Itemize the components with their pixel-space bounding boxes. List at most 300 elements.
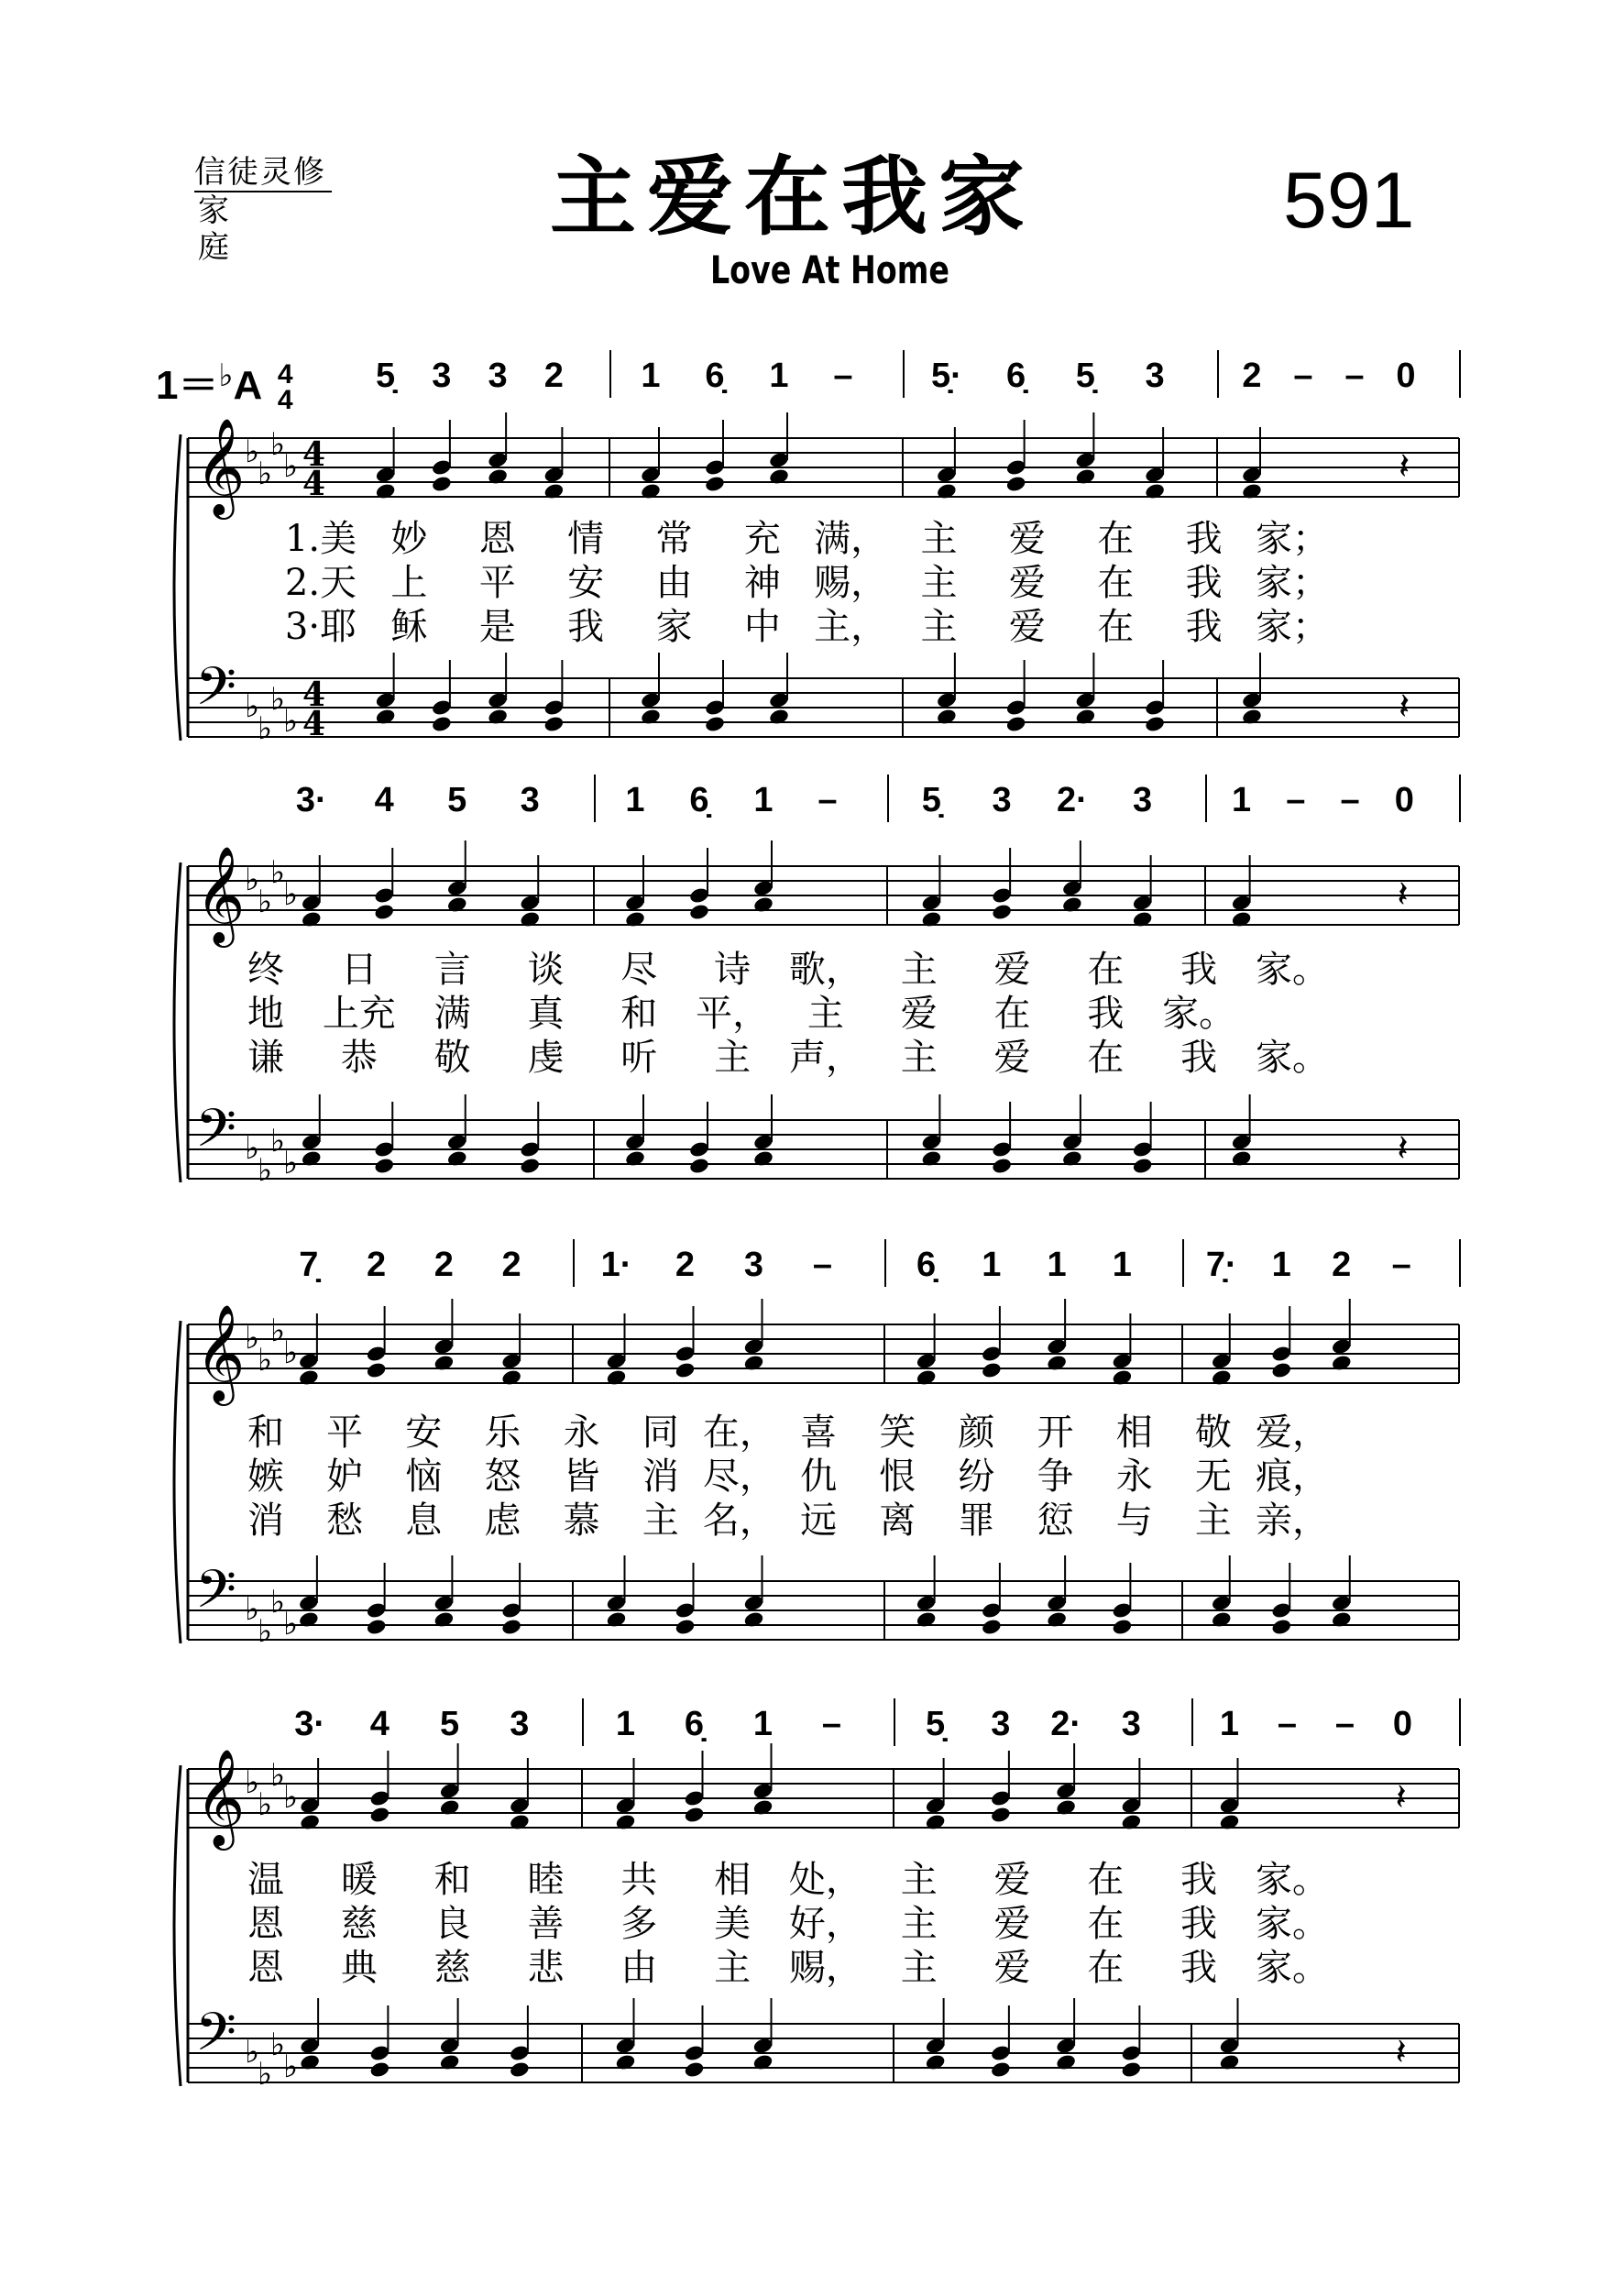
jianpu-note: 5̣· bbox=[930, 357, 962, 395]
jianpu-note: 2 bbox=[1242, 357, 1262, 395]
flat-icon: ♭ bbox=[283, 1145, 299, 1181]
lyric-syllable: 充 bbox=[743, 518, 781, 560]
lyric-syllable: 爱 bbox=[1008, 562, 1046, 604]
lyric-syllable: 主 bbox=[920, 606, 958, 648]
lyric-syllable: 处， bbox=[788, 1859, 862, 1901]
jianpu-barline bbox=[903, 350, 905, 398]
flat-icon: ♭ bbox=[258, 710, 273, 747]
jianpu-note: 7̣· bbox=[1205, 1246, 1237, 1284]
jianpu-note: 1 bbox=[625, 781, 645, 819]
lyric-syllable: 家。 bbox=[1256, 949, 1329, 991]
lyric-syllable: 痕， bbox=[1256, 1456, 1329, 1498]
note-head bbox=[991, 903, 1013, 921]
lyric-syllable: 我 bbox=[1180, 1859, 1218, 1901]
flat-icon: ♭ bbox=[270, 681, 286, 718]
jianpu-note: – bbox=[1286, 781, 1306, 819]
lyric-syllable: 真 bbox=[527, 993, 565, 1035]
lyric-syllable: 家； bbox=[1256, 518, 1329, 560]
time-signature-mark: 4 bbox=[302, 435, 326, 474]
lyric-syllable: 和 bbox=[433, 1859, 471, 1901]
hymn-title: 主爱在我家 bbox=[550, 147, 1037, 247]
lyric-syllable: 在， bbox=[702, 1412, 776, 1454]
lyric-syllable: 家； bbox=[1256, 562, 1329, 604]
note-head bbox=[688, 1157, 710, 1175]
note-head bbox=[519, 1157, 541, 1175]
lyric-syllable: 爱 bbox=[993, 1903, 1031, 1945]
flat-icon: ♭ bbox=[258, 456, 273, 492]
lyric-syllable: 相 bbox=[1115, 1412, 1153, 1454]
lyric-syllable: 悲 bbox=[527, 1947, 565, 1989]
jianpu-note: 1 bbox=[769, 357, 789, 395]
jianpu-note: 3 bbox=[510, 1705, 530, 1743]
jianpu-note: 4 bbox=[374, 781, 394, 819]
note-head bbox=[500, 1618, 522, 1636]
time-signature-mark: 4 bbox=[302, 465, 326, 503]
lyric-syllable: 是 bbox=[478, 606, 516, 648]
jianpu-note: 3 bbox=[1133, 781, 1153, 819]
flat-icon: ♭ bbox=[283, 448, 299, 485]
jianpu-note: 1 bbox=[1112, 1246, 1132, 1284]
jianpu-note: – bbox=[1391, 1246, 1411, 1284]
lyric-syllable: 消 bbox=[642, 1456, 679, 1498]
jianpu-note: 1 bbox=[753, 781, 774, 819]
lyric-syllable: 恨 bbox=[879, 1456, 916, 1498]
note-head bbox=[1270, 1361, 1292, 1379]
jianpu-note: 1 bbox=[1271, 1246, 1291, 1284]
lyric-syllable: 主 bbox=[900, 949, 938, 991]
jianpu-note: 5 bbox=[440, 1705, 460, 1743]
jianpu-note: 6̣ bbox=[705, 357, 725, 395]
jianpu-note: 1 bbox=[1047, 1246, 1067, 1284]
note-head bbox=[704, 475, 726, 493]
lyric-syllable: 爱， bbox=[1256, 1412, 1329, 1454]
jianpu-barline bbox=[894, 1698, 895, 1746]
note-head bbox=[431, 475, 453, 493]
jianpu-barline bbox=[1182, 1239, 1184, 1287]
lyric-syllable: 爱 bbox=[993, 1037, 1031, 1079]
jianpu-note: 1· bbox=[600, 1246, 632, 1284]
lyric-syllable: 爱 bbox=[1008, 518, 1046, 560]
flat-icon: ♭ bbox=[245, 688, 260, 725]
lyric-syllable: 我 bbox=[1180, 1947, 1218, 1989]
lyric-syllable: 听 bbox=[620, 1037, 658, 1079]
jianpu-barline bbox=[1459, 1239, 1461, 1287]
lyric-syllable: 家 bbox=[655, 606, 693, 648]
jianpu-note: 5̣ bbox=[926, 1705, 946, 1743]
flat-icon: ♭ bbox=[258, 1152, 273, 1189]
lyric-syllable: 主 bbox=[900, 1859, 938, 1901]
lyric-syllable: 诗 bbox=[714, 949, 752, 991]
lyric-syllable: 恭 bbox=[340, 1037, 378, 1079]
lyric-syllable: 神 bbox=[743, 562, 781, 604]
jianpu-note: 1 bbox=[1219, 1705, 1240, 1743]
category-bottom: 家 庭 bbox=[198, 192, 260, 266]
note-head bbox=[1270, 1618, 1292, 1636]
lyric-syllable: 主 bbox=[900, 1903, 938, 1945]
jianpu-note: 2 bbox=[675, 1246, 696, 1284]
flat-icon: ♭ bbox=[258, 2056, 273, 2093]
lyric-syllable: 歌， bbox=[788, 949, 862, 991]
lyric-syllable: 爱 bbox=[993, 1859, 1031, 1901]
lyric-syllable: 主 bbox=[920, 562, 958, 604]
note-head bbox=[675, 1361, 697, 1379]
flat-icon: ♭ bbox=[283, 1606, 299, 1642]
lyric-syllable: 我 bbox=[567, 606, 605, 648]
bass-clef-icon: 𝄢 bbox=[195, 2001, 237, 2076]
jianpu-note: 5̣ bbox=[376, 357, 396, 395]
lyric-syllable: 爱 bbox=[993, 1947, 1031, 1989]
note-head bbox=[1121, 2060, 1143, 2079]
time-signature-mark: 4 bbox=[302, 705, 326, 743]
lyric-syllable: 主， bbox=[814, 606, 888, 648]
lyric-syllable: 1.美 bbox=[284, 518, 357, 560]
lyric-syllable: 在 bbox=[1087, 1037, 1125, 1079]
jianpu-note: 3· bbox=[294, 1705, 326, 1743]
flat-icon: ♭ bbox=[283, 1779, 299, 1816]
note-head bbox=[373, 903, 395, 921]
rest-icon: 𝄽 bbox=[1399, 445, 1410, 488]
lyric-syllable: 争 bbox=[1037, 1456, 1074, 1498]
lyric-syllable: 平 bbox=[478, 562, 516, 604]
lyric-syllable: 妙 bbox=[390, 518, 428, 560]
bass-clef-icon: 𝄢 bbox=[195, 1097, 237, 1172]
lyric-syllable: 主 bbox=[642, 1500, 679, 1542]
lyric-syllable: 平， bbox=[696, 993, 770, 1035]
lyric-syllable: 主 bbox=[807, 993, 844, 1035]
lyric-syllable: 主 bbox=[714, 1947, 752, 1989]
lyric-syllable: 日 bbox=[340, 949, 378, 991]
jianpu-note: 6̣ bbox=[684, 1705, 705, 1743]
jianpu-note: – bbox=[1344, 357, 1365, 395]
lyric-syllable: 我 bbox=[1180, 949, 1218, 991]
note-head bbox=[684, 2060, 706, 2079]
note-head bbox=[509, 2060, 531, 2079]
lyric-syllable: 赐， bbox=[814, 562, 888, 604]
lyric-syllable: 上充 bbox=[322, 993, 396, 1035]
jianpu-barline bbox=[1459, 774, 1461, 822]
jianpu-note: 1 bbox=[752, 1705, 774, 1743]
jianpu-note: – bbox=[821, 1705, 842, 1743]
jianpu-barline bbox=[1191, 1698, 1193, 1746]
lyric-syllable: 善 bbox=[527, 1903, 565, 1945]
jianpu-note: 2· bbox=[1056, 781, 1088, 819]
hymn-subtitle: Love At Home bbox=[710, 247, 949, 292]
jianpu-barline bbox=[884, 1239, 886, 1287]
lyric-syllable: 地 bbox=[247, 993, 284, 1035]
lyric-syllable: 爱 bbox=[993, 949, 1031, 991]
jianpu-note: 3 bbox=[1121, 1705, 1141, 1743]
flat-icon: ♭ bbox=[258, 1613, 273, 1650]
lyric-syllable: 妒 bbox=[326, 1456, 364, 1498]
lyric-syllable: 虑 bbox=[484, 1500, 521, 1542]
jianpu-note: 2 bbox=[1332, 1246, 1352, 1284]
note-head bbox=[1112, 1618, 1134, 1636]
lyric-syllable: 2.天 bbox=[284, 562, 357, 604]
brace-icon bbox=[174, 1765, 181, 2086]
flat-icon: ♭ bbox=[245, 434, 260, 470]
brace-icon bbox=[174, 434, 181, 741]
jianpu-note: 3 bbox=[991, 1705, 1011, 1743]
lyric-syllable: 仇 bbox=[800, 1456, 838, 1498]
note-head bbox=[543, 715, 565, 733]
lyric-syllable: 声， bbox=[788, 1037, 862, 1079]
time-top: 4 bbox=[277, 359, 293, 390]
lyric-syllable: 恩 bbox=[247, 1947, 284, 1989]
note-head bbox=[991, 1157, 1013, 1175]
note-head bbox=[1005, 475, 1027, 493]
lyric-syllable: 满， bbox=[814, 518, 888, 560]
lyric-syllable: 在 bbox=[1087, 1859, 1125, 1901]
jianpu-note: 7̣ bbox=[299, 1246, 319, 1284]
lyric-syllable: 在 bbox=[1097, 518, 1135, 560]
jianpu-note: 2· bbox=[1050, 1705, 1082, 1743]
flat-icon: ♭ bbox=[270, 426, 286, 463]
flat-icon: ♭ bbox=[245, 1320, 260, 1357]
lyric-syllable: 稣 bbox=[390, 606, 428, 648]
jianpu-note: – bbox=[817, 781, 838, 819]
lyric-syllable: 谈 bbox=[527, 949, 565, 991]
rest-icon: 𝄽 bbox=[1395, 2031, 1407, 2073]
rest-icon: 𝄽 bbox=[1397, 1127, 1409, 1170]
lyric-syllable: 多 bbox=[620, 1903, 658, 1945]
lyric-syllable: 喜 bbox=[800, 1412, 838, 1454]
jianpu-barline bbox=[1459, 350, 1461, 398]
lyric-syllable: 慕 bbox=[563, 1500, 600, 1542]
lyric-syllable: 家。 bbox=[1256, 1903, 1329, 1945]
lyric-syllable: 暖 bbox=[340, 1859, 378, 1901]
lyric-syllable: 主 bbox=[900, 1037, 938, 1079]
lyric-syllable: 睦 bbox=[527, 1859, 565, 1901]
lyric-syllable: 终 bbox=[247, 949, 284, 991]
lyric-syllable: 愆 bbox=[1037, 1500, 1074, 1542]
lyric-syllable: 愁 bbox=[326, 1500, 364, 1542]
jianpu-note: 2 bbox=[543, 357, 564, 395]
lyric-syllable: 谦 bbox=[247, 1037, 284, 1079]
flat-sign: ♭ bbox=[218, 358, 234, 393]
lyric-syllable: 和 bbox=[620, 993, 658, 1035]
jianpu-note: 1 bbox=[641, 357, 661, 395]
bass-clef-icon: 𝄢 bbox=[195, 1558, 237, 1633]
flat-icon: ♭ bbox=[283, 1335, 299, 1371]
note-head bbox=[688, 903, 710, 921]
flat-icon: ♭ bbox=[270, 854, 286, 891]
lyric-syllable: 名， bbox=[702, 1500, 776, 1542]
lyric-syllable: 亲， bbox=[1256, 1500, 1329, 1542]
lyric-syllable: 恩 bbox=[247, 1903, 284, 1945]
jianpu-note: – bbox=[812, 1246, 833, 1284]
lyric-syllable: 上 bbox=[390, 562, 428, 604]
note-head bbox=[990, 2060, 1012, 2079]
lyric-syllable: 敬 bbox=[1194, 1412, 1232, 1454]
lyric-syllable: 爱 bbox=[1008, 606, 1046, 648]
lyric-syllable: 主 bbox=[900, 1947, 938, 1989]
category-top: 信徒灵修 bbox=[194, 154, 332, 192]
lyric-syllable: 共 bbox=[620, 1859, 658, 1901]
lyric-syllable: 我 bbox=[1180, 1037, 1218, 1079]
jianpu-note: 6̣ bbox=[1006, 357, 1026, 395]
jianpu-barline bbox=[1205, 774, 1207, 822]
lyric-syllable: 罪 bbox=[958, 1500, 995, 1542]
jianpu-note: 3 bbox=[743, 1246, 764, 1284]
lyric-syllable: 典 bbox=[340, 1947, 378, 1989]
jianpu-barline bbox=[1459, 1698, 1461, 1746]
jianpu-note: 2 bbox=[367, 1246, 387, 1284]
hymn-number: 591 bbox=[1283, 157, 1415, 245]
lyric-syllable: 美 bbox=[714, 1903, 752, 1945]
jianpu-note: 2 bbox=[501, 1246, 521, 1284]
jianpu-note: – bbox=[1293, 357, 1313, 395]
jianpu-note: 1 bbox=[982, 1246, 1002, 1284]
lyric-syllable: 我 bbox=[1185, 562, 1223, 604]
flat-icon: ♭ bbox=[245, 2034, 260, 2071]
bass-clef-icon: 𝄢 bbox=[195, 655, 237, 731]
lyric-syllable: 嫉 bbox=[247, 1456, 284, 1498]
lyric-syllable: 永 bbox=[563, 1412, 600, 1454]
lyric-syllable: 平 bbox=[326, 1412, 364, 1454]
lyric-syllable: 在 bbox=[1087, 949, 1125, 991]
time-bottom: 4 bbox=[277, 385, 293, 416]
time-signature-mark: 4 bbox=[302, 676, 326, 714]
note-head bbox=[1144, 715, 1166, 733]
lyric-syllable: 温 bbox=[247, 1859, 284, 1901]
flat-icon: ♭ bbox=[283, 876, 299, 913]
flat-icon: ♭ bbox=[270, 1123, 286, 1159]
lyric-syllable: 同 bbox=[642, 1412, 679, 1454]
jianpu-note: 3 bbox=[1145, 357, 1165, 395]
note-head bbox=[990, 1806, 1012, 1824]
jianpu-barline bbox=[573, 1239, 575, 1287]
jianpu-note: 2 bbox=[433, 1246, 454, 1284]
treble-clef-icon: 𝄞 bbox=[195, 845, 246, 943]
rest-icon: 𝄽 bbox=[1395, 1776, 1407, 1818]
note-head bbox=[366, 1618, 388, 1636]
jianpu-note: 3 bbox=[520, 781, 540, 819]
lyric-syllable: 家。 bbox=[1256, 1947, 1329, 1989]
flat-icon: ♭ bbox=[245, 1591, 260, 1628]
lyric-syllable: 怒 bbox=[484, 1456, 521, 1498]
jianpu-note: 3 bbox=[488, 357, 508, 395]
key-letter: A bbox=[233, 363, 261, 408]
lyric-syllable: 家。 bbox=[1256, 1859, 1329, 1901]
jianpu-note: 1 bbox=[615, 1705, 636, 1743]
lyric-syllable: 与 bbox=[1115, 1500, 1153, 1542]
note-head bbox=[675, 1618, 697, 1636]
brace-icon bbox=[174, 1321, 181, 1643]
flat-icon: ♭ bbox=[270, 2027, 286, 2063]
jianpu-note: 0 bbox=[1396, 357, 1416, 395]
lyric-syllable: 尽， bbox=[702, 1456, 776, 1498]
jianpu-note: 3 bbox=[992, 781, 1012, 819]
flat-icon: ♭ bbox=[245, 862, 260, 898]
lyric-syllable: 息 bbox=[405, 1500, 443, 1542]
lyric-syllable: 家。 bbox=[1162, 993, 1236, 1035]
rest-icon: 𝄽 bbox=[1397, 873, 1409, 916]
lyric-syllable: 颜 bbox=[958, 1412, 995, 1454]
lyric-syllable: 安 bbox=[567, 562, 605, 604]
note-head bbox=[684, 1806, 706, 1824]
lyric-syllable: 敬 bbox=[433, 1037, 471, 1079]
lyric-syllable: 中 bbox=[743, 606, 781, 648]
lyric-syllable: 慈 bbox=[433, 1947, 471, 1989]
lyric-syllable: 慈 bbox=[340, 1903, 378, 1945]
jianpu-note: 0 bbox=[1392, 1705, 1413, 1743]
lyric-syllable: 家； bbox=[1256, 606, 1329, 648]
jianpu-note: – bbox=[1334, 1705, 1355, 1743]
lyric-syllable: 无 bbox=[1194, 1456, 1232, 1498]
rest-icon: 𝄽 bbox=[1399, 686, 1410, 728]
jianpu-barline bbox=[1217, 350, 1219, 398]
lyric-syllable: 我 bbox=[1185, 518, 1223, 560]
lyric-syllable: 由 bbox=[655, 562, 693, 604]
lyric-syllable: 言 bbox=[433, 949, 471, 991]
note-head bbox=[373, 1157, 395, 1175]
lyric-syllable: 3·耶 bbox=[284, 606, 357, 648]
lyric-syllable: 赐， bbox=[788, 1947, 862, 1989]
flat-icon: ♭ bbox=[270, 1757, 286, 1794]
flat-icon: ♭ bbox=[245, 1764, 260, 1801]
lyric-syllable: 我 bbox=[1185, 606, 1223, 648]
lyric-syllable: 皆 bbox=[563, 1456, 600, 1498]
jianpu-note: 5̣ bbox=[921, 781, 941, 819]
note-head bbox=[704, 715, 726, 733]
jianpu-note: 3 bbox=[432, 357, 452, 395]
lyric-syllable: 爱 bbox=[900, 993, 938, 1035]
flat-icon: ♭ bbox=[258, 884, 273, 920]
jianpu-note: 6̣ bbox=[916, 1246, 937, 1284]
lyric-syllable: 满 bbox=[433, 993, 471, 1035]
lyric-syllable: 我 bbox=[1087, 993, 1125, 1035]
brace-icon bbox=[174, 862, 181, 1182]
note-head bbox=[431, 715, 453, 733]
lyric-syllable: 消 bbox=[247, 1500, 284, 1542]
note-head bbox=[369, 2060, 391, 2079]
lyric-syllable: 开 bbox=[1037, 1412, 1074, 1454]
jianpu-note: 1 bbox=[1232, 781, 1252, 819]
jianpu-note: 5 bbox=[447, 781, 467, 819]
jianpu-note: – bbox=[1277, 1705, 1298, 1743]
jianpu-note: 0 bbox=[1394, 781, 1414, 819]
lyric-syllable: 在 bbox=[1097, 606, 1135, 648]
note-head bbox=[981, 1618, 1003, 1636]
lyric-syllable: 永 bbox=[1115, 1456, 1153, 1498]
lyric-syllable: 常 bbox=[655, 518, 693, 560]
lyric-syllable: 虔 bbox=[527, 1037, 565, 1079]
note-head bbox=[981, 1361, 1003, 1379]
lyric-syllable: 纷 bbox=[958, 1456, 995, 1498]
jianpu-barline bbox=[609, 350, 611, 398]
jianpu-note: 3· bbox=[295, 781, 327, 819]
jianpu-note: 5̣ bbox=[1075, 357, 1095, 395]
note-head bbox=[369, 1806, 391, 1824]
flat-icon: ♭ bbox=[258, 1786, 273, 1823]
lyric-syllable: 乐 bbox=[484, 1412, 521, 1454]
lyric-syllable: 和 bbox=[247, 1412, 284, 1454]
lyric-syllable: 笑 bbox=[879, 1412, 916, 1454]
flat-icon: ♭ bbox=[258, 1342, 273, 1379]
treble-clef-icon: 𝄞 bbox=[195, 1748, 246, 1846]
jianpu-barline bbox=[887, 774, 889, 822]
lyric-syllable: 安 bbox=[405, 1412, 443, 1454]
lyric-syllable: 在 bbox=[1097, 562, 1135, 604]
lyric-syllable: 在 bbox=[993, 993, 1031, 1035]
lyric-syllable: 离 bbox=[879, 1500, 916, 1542]
lyric-syllable: 好， bbox=[788, 1903, 862, 1945]
lyric-syllable: 在 bbox=[1087, 1903, 1125, 1945]
lyric-syllable: 由 bbox=[620, 1947, 658, 1989]
lyric-syllable: 主 bbox=[1194, 1500, 1232, 1542]
lyric-syllable: 主 bbox=[714, 1037, 752, 1079]
flat-icon: ♭ bbox=[283, 2049, 299, 2085]
